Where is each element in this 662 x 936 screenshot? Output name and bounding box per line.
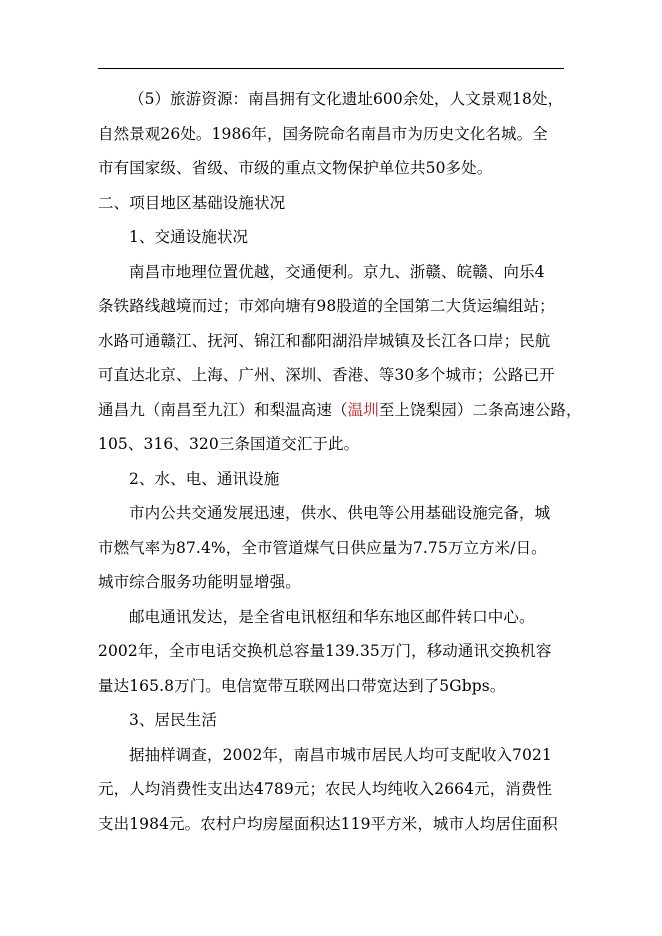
line-22: 支出1984元。农村户均房屋面积达119平方米，城市人均居住面积: [98, 814, 558, 833]
subheading-utilities: 2、水、电、通讯设施: [129, 469, 280, 488]
line-20: 据抽样调查，2002年，南昌市城市居民人均可支配收入7021: [129, 745, 552, 764]
section-heading-infrastructure: 二、项目地区基础设施状况: [98, 193, 286, 212]
highlight-wenzhen: 温圳: [347, 400, 379, 419]
line-06: 南昌市地理位置优越，交通便利。京九、浙赣、皖赣、向乐4: [129, 262, 545, 281]
line-15: 城市综合服务功能明显增强。: [98, 573, 301, 591]
line-16: 邮电通讯发达，是全省电讯枢纽和华东地区邮件转口中心。: [129, 607, 535, 626]
line-01: （5）旅游资源：南昌拥有文化遗址600余处，人文景观18处，: [129, 90, 564, 108]
line-18: 量达165.8万门。电信宽带互联网出口带宽达到了5Gbps。: [98, 676, 506, 695]
line-14: 市燃气率为87.4%，全市管道煤气日供应量为7.75万立方米/日。: [98, 538, 547, 557]
line-08: 水路可通赣江、抚河、锦江和鄱阳湖沿岸城镇及长江各口岸；民航: [98, 331, 551, 350]
line-10-before: 通昌九（南昌至九江）和梨温高速（: [98, 400, 348, 419]
line-10-after: 至上饶梨园）二条高速公路，: [378, 400, 582, 419]
line-17: 2002年，全市电话交换机总容量139.35万门，移动通讯交换机容: [98, 642, 552, 660]
subheading-transport: 1、交通设施状况: [129, 228, 249, 246]
line-13: 市内公共交通发展迅速，供水、供电等公用基础设施完备，城: [129, 504, 551, 522]
document-body: [98, 82, 582, 841]
subheading-residents: 3、居民生活: [129, 711, 217, 729]
line-21: 元，人均消费性支出达4789元；农民人均纯收入2664元，消费性: [98, 780, 553, 798]
header-rule: [98, 68, 564, 69]
line-11: 105、316、320三条国道交汇于此。: [98, 435, 360, 453]
line-09: 可直达北京、上海、广州、深圳、香港、等30多个城市；公路已开: [98, 366, 555, 384]
line-03: 市有国家级、省级、市级的重点文物保护单位共50多处。: [98, 159, 493, 177]
line-10: [98, 393, 582, 428]
line-07: 条铁路线越境而过；市郊向塘有98股道的全国第二大货运编组站；: [98, 297, 555, 315]
line-02: 自然景观26处。1986年，国务院命名南昌市为历史文化名城。全: [98, 124, 548, 143]
